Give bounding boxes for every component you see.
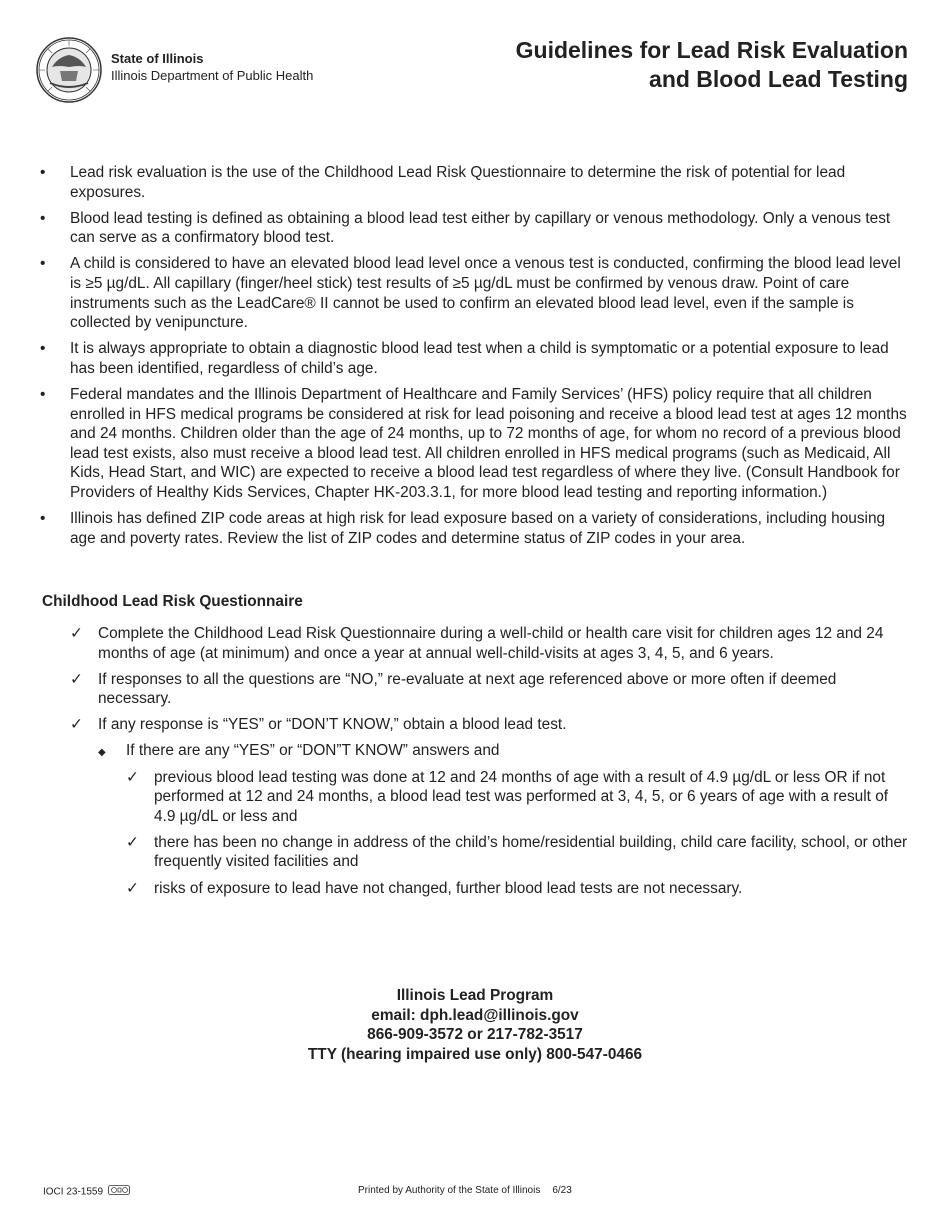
program-name: Illinois Lead Program [396,987,554,1004]
check-item [70,670,910,709]
check-text: If responses to all the questions are “NO,” re-evaluate at next age referenced above or more often if deemed necessary. [98,670,837,708]
bullet-icon: • [40,255,46,273]
checkmark-icon: ✓ [70,716,83,734]
bullet-item [40,254,910,332]
bullet-text: Federal mandates and the Illinois Department of Healthcare and Family Services’ (HFS) policy require that all children enrolled in HFS medical programs be considered at risk for lead poisoning and receive a blood lead test at ages 12 months and 24 months. Children older than the age of 24 months, up to 72 months of age, for whom no record of a previous blood lead test exists, also must receive a blood lead test. All children enrolled in HFS medical programs (such as Medicaid, All Kids, Head Start, and WIC) are expected to receive a blood lead test regardless of where they live. (Consult Handbook for Providers of Healthy Kids Services, Chapter HK-203.3.1, for more blood lead testing and reporting information.) [70,385,907,501]
checkmark-icon: ✓ [70,670,83,688]
print-date: 6/23 [552,1185,572,1196]
contact-block [0,986,950,1064]
bullet-icon: • [40,209,46,227]
sub-list [98,741,910,898]
department-name: Illinois Department of Public Health [111,68,314,83]
sub-sub-item-text: previous blood lead testing was done at 12 and 24 months of age with a result of 4.9 µg/dL or less OR if not performed at 12 and 24 months, a blood lead test was performed at 3, 4, 5, or 6 years of age with a result of 4.9 µg/dL or less and [154,768,889,825]
sub-sub-item [126,768,910,827]
checkmark-icon: ✓ [70,625,83,642]
title-line-2: and Blood Lead Testing [649,66,908,92]
phone-numbers: 866-909-3572 or 217-782-3517 [367,1026,583,1044]
bullet-icon: • [40,340,46,358]
bullet-item [40,163,910,202]
footer-printed-by [358,1185,572,1197]
bullet-item [40,385,910,503]
email-link[interactable]: email: dph.lead@illinois.gov [371,1006,579,1024]
bullet-text: Blood lead testing is defined as obtaining a blood lead test either by capillary or venous methodology. Only a venous test can serve as a confirmatory blood test. [70,209,891,247]
union-bug-icon [108,1185,130,1199]
title-line-1: Guidelines for Lead Risk Evaluation [515,37,908,63]
agency-block [111,50,313,84]
sub-sub-item [126,879,910,899]
sub-item [98,741,910,898]
bullet-item [40,209,910,248]
bullet-icon: • [40,385,46,403]
check-text: Complete the Childhood Lead Risk Questionnaire during a well-child or health care visit for children ages 12 and 24 months of age (at minimum) and once a year at annual well-child-visits at ages 3, 4, 5, and 6 years. [98,625,884,662]
check-item [70,624,910,663]
check-item [70,715,910,898]
questionnaire-heading: Childhood Lead Risk Questionnaire [42,593,303,610]
checkmark-icon: ✓ [126,768,139,786]
bullet-item [40,509,910,548]
state-name: State of Illinois [111,51,204,66]
sub-sub-list [126,768,910,899]
state-seal-icon [36,37,102,103]
sub-sub-item-text: there has been no change in address of the child’s home/residential building, child care facility, school, or other frequently visited facilities and [154,833,908,871]
form-id-text: IOCI 23-1559 [43,1186,104,1198]
bullet-icon: • [40,510,46,527]
check-text: If any response is “YES” or “DON’T KNOW,” obtain a blood lead test. [98,716,567,734]
footer-form-id [43,1185,130,1199]
printed-by-text: Printed by Authority of the State of Illinois [358,1185,541,1196]
bullet-text: Illinois has defined ZIP code areas at high risk for lead exposure based on a variety of considerations, including housing age and poverty rates. Review the list of ZIP codes and determine status of ZIP codes in your area. [70,510,886,547]
page-title [388,36,908,94]
bullet-icon: • [40,164,46,181]
checkmark-icon: ✓ [126,879,139,897]
questionnaire-checklist [70,624,910,905]
bullet-text: A child is considered to have an elevated blood lead level once a venous test is conducted, confirming the blood lead level is ≥5 µg/dL. All capillary (finger/heel stick) test results of ≥5 µg/dL must be confirmed by venous draw. Point of care instruments such as the LeadCare® II cannot be used to confirm an elevated blood lead level, even if the sample is collected by venipuncture. [70,255,901,332]
bullet-text: It is always appropriate to obtain a diagnostic blood lead test when a child is symptomatic or a potential exposure to lead has been identified, regardless of child’s age. [70,340,889,377]
sub-sub-item-text: risks of exposure to lead have not changed, further blood lead tests are not necessary. [154,879,743,897]
bullet-text: Lead risk evaluation is the use of the Childhood Lead Risk Questionnaire to determine the risk of potential for lead exposures. [70,164,846,201]
sub-sub-item [126,833,910,872]
guideline-bullet-list [40,163,910,555]
diamond-bullet-icon: ◆ [98,747,106,759]
tty-number: TTY (hearing impaired use only) 800-547-0466 [307,1045,643,1063]
checkmark-icon: ✓ [126,833,139,851]
bullet-item [40,339,910,378]
sub-item-text: If there are any “YES” or “DON”T KNOW” answers and [126,742,500,760]
